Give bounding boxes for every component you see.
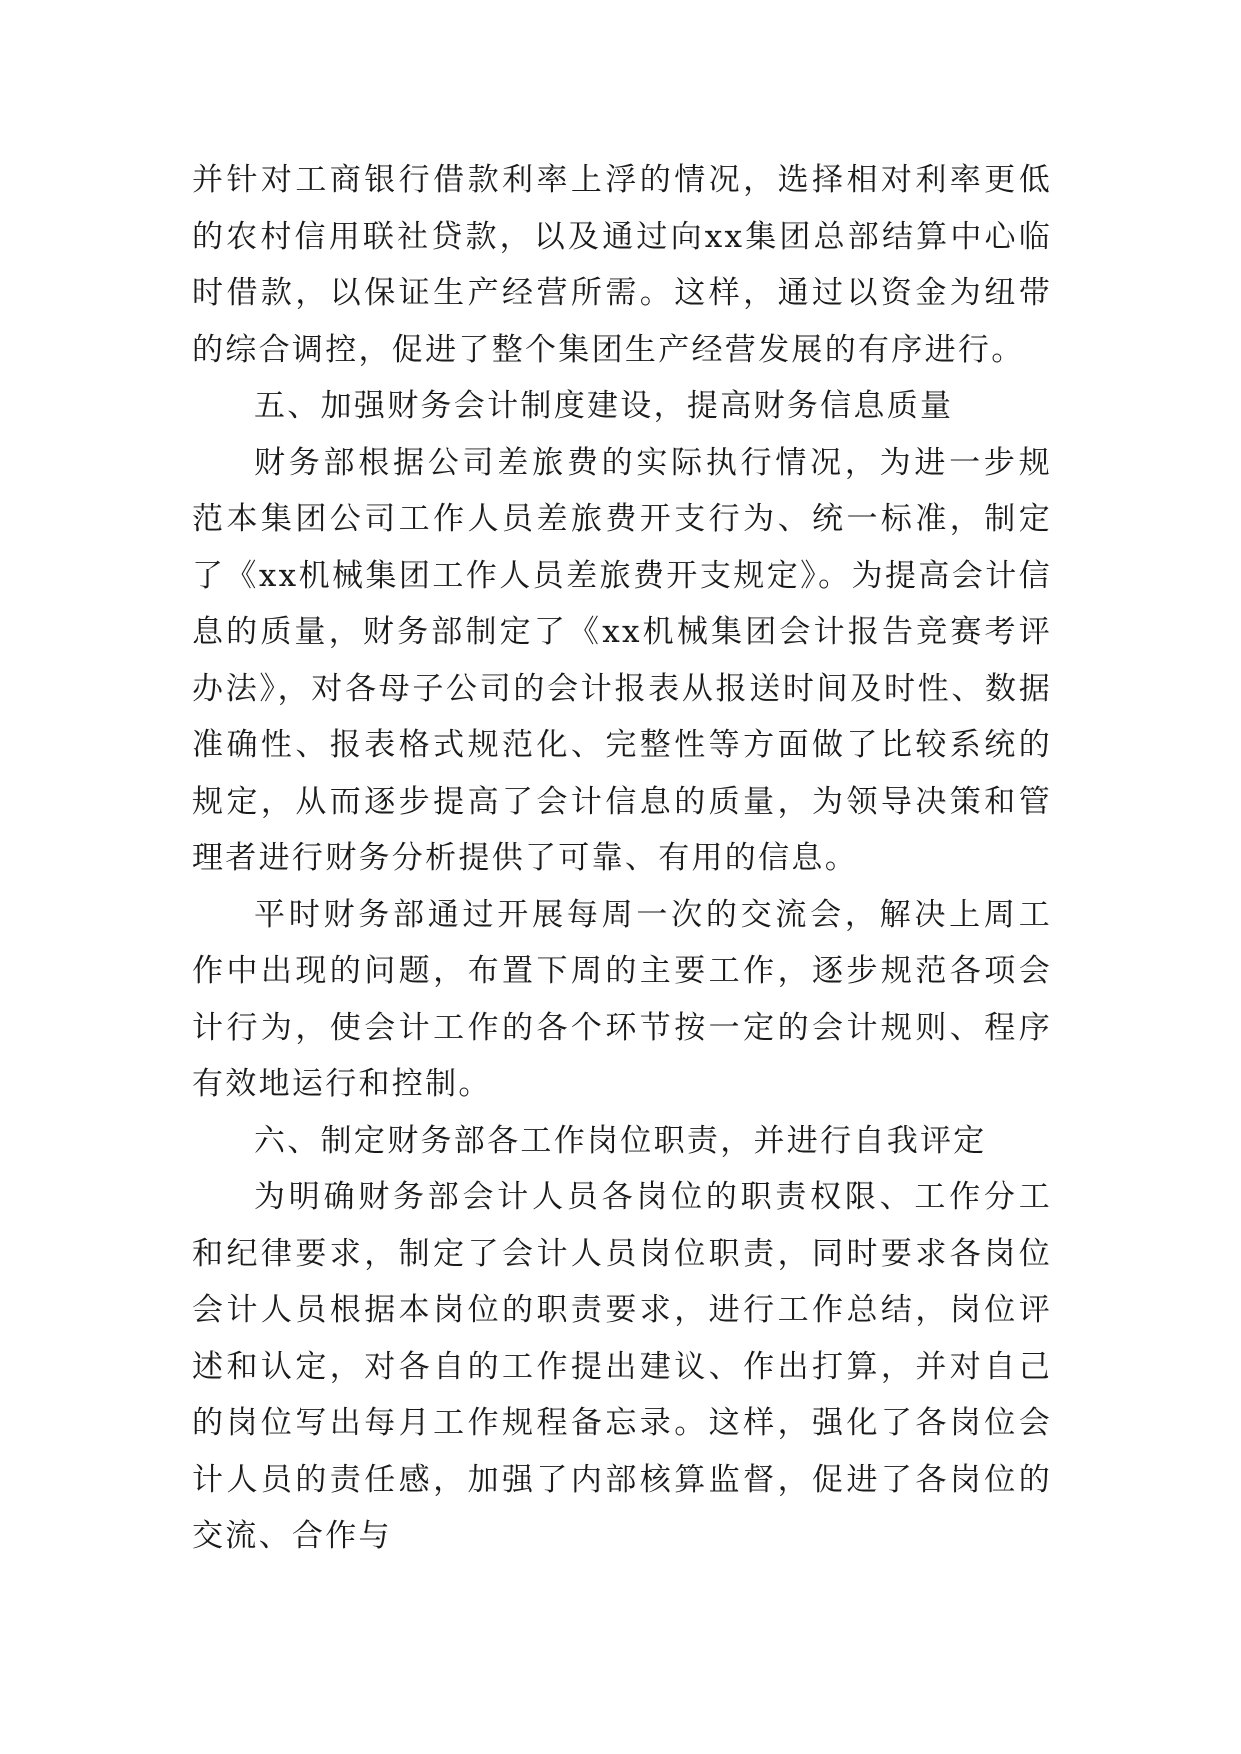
section-heading-five: 五、加强财务会计制度建设，提高财务信息质量 xyxy=(254,388,954,424)
paragraph-funding-control: 并针对工商银行借款利率上浮的情况，选择相对利率更低的农村信用联社贷款，以及通过向xx集团总部结算中心临时借款，以保证生产经营所需。这样，通过以资金为纽带的综合调控，促进了整个集团生产经营发展的有序进行。 xyxy=(192,162,1052,368)
section-heading-six: 六、制定财务部各工作岗位职责，并进行自我评定 xyxy=(254,1122,987,1159)
document-body xyxy=(192,152,1052,1565)
paragraph-weekly-meeting: 平时财务部通过开展每周一次的交流会，解决上周工作中出现的问题，布置下周的主要工作，逐步规范各项会计行为，使会计工作的各个环节按一定的会计规则、程序有效地运行和控制。 xyxy=(192,896,1052,1102)
paragraph-travel-expense-rules: 财务部根据公司差旅费的实际执行情况，为进一步规范本集团公司工作人员差旅费开支行为、统一标准，制定了《xx机械集团工作人员差旅费开支规定》。为提高会计信息的质量，财务部制定了《xx机械集团会计报告竞赛考评办法》，对各母子公司的会计报表从报送时间及时性、数据准确性、报表格式规范化、完整性等方面做了比较系统的规定，从而逐步提高了会计信息的质量，为领导决策和管理者进行财务分析提供了可靠、有用的信息。 xyxy=(192,444,1052,876)
paragraph-job-responsibilities: 为明确财务部会计人员各岗位的职责权限、工作分工和纪律要求，制定了会计人员岗位职责，同时要求各岗位会计人员根据本岗位的职责要求，进行工作总结，岗位评述和认定，对各自的工作提出建议、作出打算，并对自己的岗位写出每月工作规程备忘录。这样，强化了各岗位会计人员的责任感，加强了内部核算监督，促进了各岗位的交流、合作与 xyxy=(192,1179,1052,1554)
